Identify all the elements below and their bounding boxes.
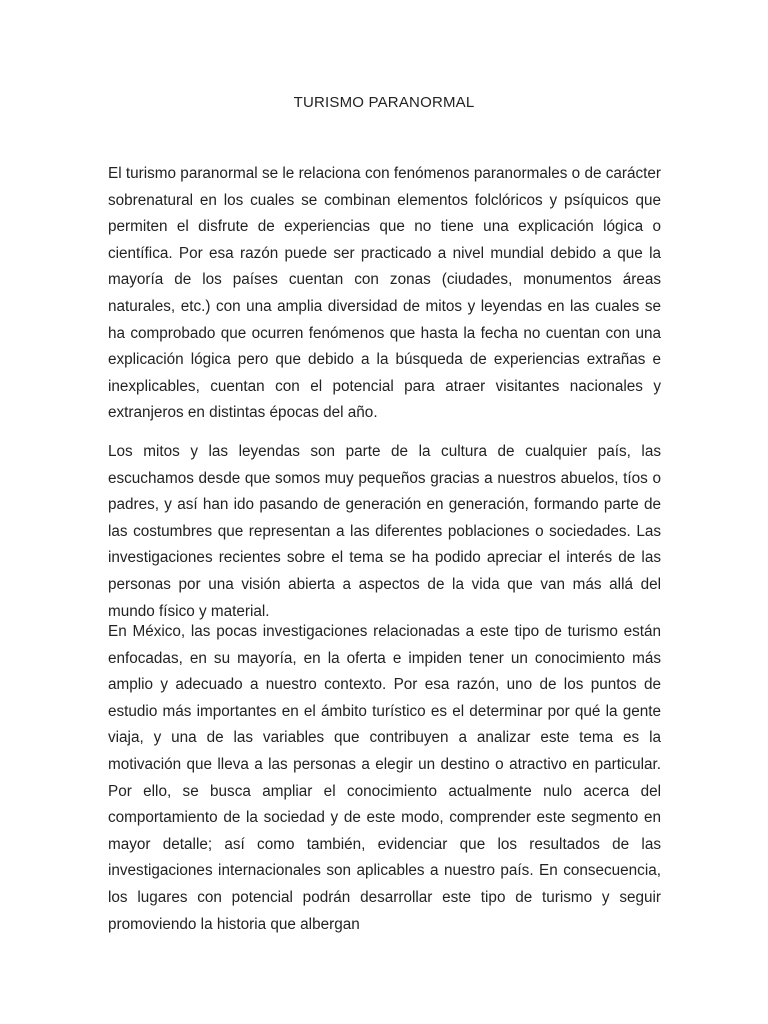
paragraph-1: El turismo paranormal se le relaciona con fenómenos paranormales o de carácter sobrenatural en los cuales se combinan elementos folclóricos y psíquicos que permiten el disfrute de experiencias que no tiene una explicación lógica o científica. Por esa razón puede ser practicado a nivel mundial debido a que la mayoría de los países cuentan con zonas (ciudades, monumentos áreas naturales, etc.) con una amplia diversidad de mitos y leyendas en las cuales se ha comprobado que ocurren fenómenos que hasta la fecha no cuentan con una explicación lógica pero que debido a la búsqueda de experiencias extrañas e inexplicables, cuentan con el potencial para atraer visitantes nacionales y extranjeros en distintas épocas del año. [108, 165, 661, 422]
document-title: TURISMO PARANORMAL [293, 94, 475, 111]
paragraph-2: Los mitos y las leyendas son parte de la cultura de cualquier país, las escuchamos desde que somos muy pequeños gracias a nuestros abuelos, tíos o padres, y así han ido pasando de generación en generación, formando parte de las costumbres que representan a las diferentes poblaciones o sociedades. Las investigaciones recientes sobre el tema se ha podido apreciar el interés de las personas por una visión abierta a aspectos de la vida que van más allá del mundo físico y material. [108, 443, 661, 620]
paragraph-3: En México, las pocas investigaciones relacionadas a este tipo de turismo están enfocadas, en su mayoría, en la oferta e impiden tener un conocimiento más amplio y adecuado a nuestro contexto. Por esa razón, uno de los puntos de estudio más importantes en el ámbito turístico es el determinar por qué la gente viaja, y una de las variables que contribuyen a analizar este tema es la motivación que lleva a las personas a elegir un destino o atractivo en particular. Por ello, se busca ampliar el conocimiento actualmente nulo acerca del comportamiento de la sociedad y de este modo, comprender este segmento en mayor detalle; así como también, evidenciar que los resultados de las investigaciones internacionales son aplicables a nuestro país. En consecuencia, los lugares con potencial podrán desarrollar este tipo de turismo y seguir promoviendo la historia que albergan [108, 623, 661, 933]
